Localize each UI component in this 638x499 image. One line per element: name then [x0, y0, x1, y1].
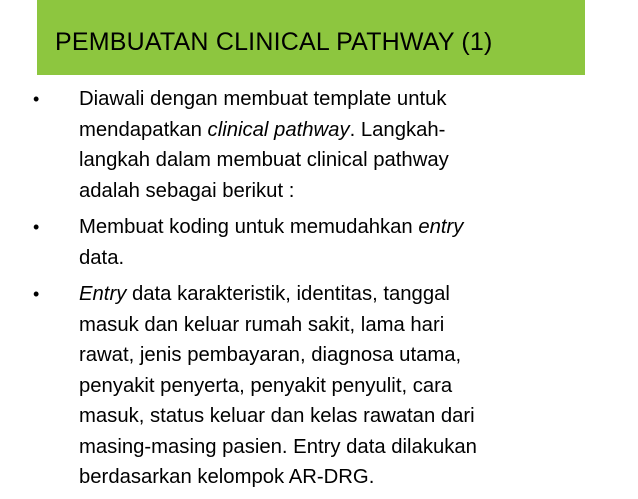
italic-term: clinical pathway	[207, 118, 350, 141]
title-bar	[37, 0, 585, 75]
text-segment: masing-masing pasien. Entry data dilakukan	[79, 435, 477, 458]
bullet-line	[79, 310, 598, 341]
text-segment: mendapatkan	[79, 118, 208, 141]
bullet-line	[79, 401, 598, 432]
bullet-item	[0, 212, 638, 273]
text-segment: langkah dalam membuat clinical pathway	[79, 149, 449, 171]
italic-term: Entry	[79, 283, 127, 305]
bullet-line	[79, 145, 598, 176]
bullet-line	[79, 176, 598, 207]
bullet-line	[79, 432, 598, 463]
bullet-dot-icon: •	[33, 217, 40, 237]
italic-term: entry	[418, 216, 464, 238]
bullet-line	[79, 371, 598, 402]
text-segment: Membuat koding untuk memudahkan	[79, 216, 419, 238]
bullet-line	[79, 243, 598, 274]
text-segment: penyakit penyerta, penyakit penyulit, cara	[79, 374, 453, 397]
text-segment: data.	[79, 246, 125, 269]
bullet-line	[79, 115, 598, 146]
bullet-line	[79, 84, 598, 115]
text-segment: data karakteristik, identitas, tanggal	[126, 283, 450, 305]
text-segment: Diawali dengan membuat template untuk	[79, 88, 447, 110]
bullet-dot-icon: •	[33, 284, 40, 304]
bullet-line	[79, 340, 598, 371]
text-segment: berdasarkan kelompok AR-DRG.	[79, 466, 375, 488]
bullet-line	[79, 212, 598, 243]
text-segment: . Langkah-	[349, 118, 446, 141]
text-segment: masuk, status keluar dan kelas rawatan dari	[79, 405, 475, 427]
text-segment: adalah sebagai berikut :	[79, 179, 295, 202]
bullet-dot-icon: •	[33, 89, 40, 109]
bullet-line	[79, 279, 598, 310]
bullet-line	[79, 462, 598, 493]
bullet-item	[0, 84, 638, 206]
bullet-list	[0, 84, 638, 499]
text-segment: rawat, jenis pembayaran, diagnosa utama,	[79, 344, 462, 366]
text-segment: masuk dan keluar rumah sakit, lama hari	[79, 313, 445, 336]
slide-title: PEMBUATAN CLINICAL PATHWAY (1)	[55, 28, 493, 56]
bullet-item	[0, 279, 638, 493]
